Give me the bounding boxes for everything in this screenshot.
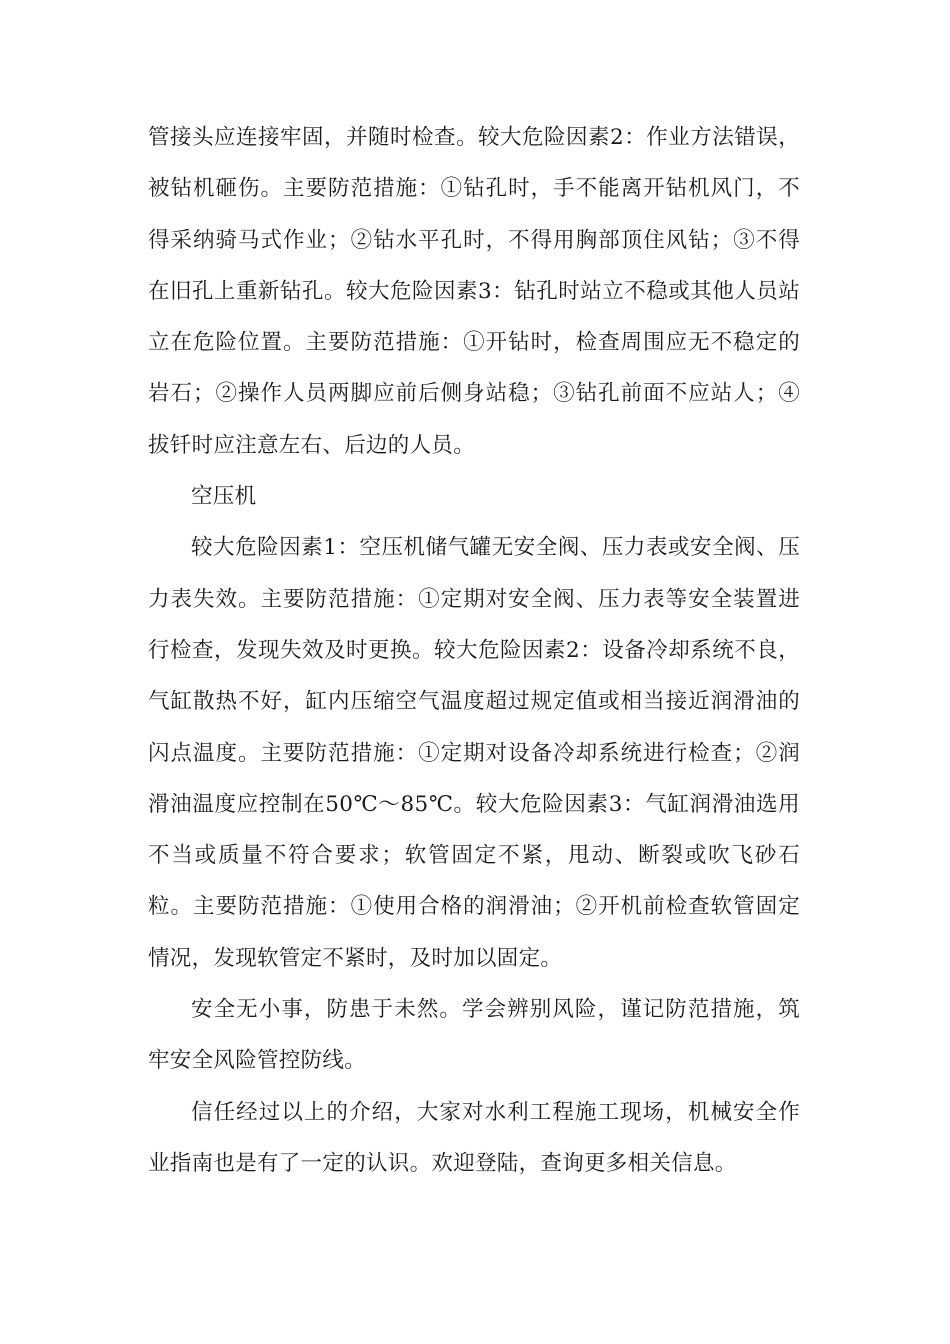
paragraph-closing: 信任经过以上的介绍，大家对水利工程施工现场，机械安全作业指南也是有了一定的认识。欢迎登陆，查询更多相关信息。 <box>148 1099 800 1176</box>
section-heading-air-compressor: 空压机 <box>191 484 257 510</box>
paragraph-drilling-continued: 管接头应连接牢固，并随时检查。较大危险因素2：作业方法错误，被钻机砸伤。主要防范措施：①钻孔时，手不能离开钻机风门，不得采纳骑马式作业；②钻水平孔时，不得用胸部顶住风钻；③不得在旧孔上重新钻孔。较大危险因素3：钻孔时站立不稳或其他人员站立在危险位置。主要防范措施：①开钻时，检查周围应无不稳定的岩石；②操作人员两脚应前后侧身站稳；③钻孔前面不应站人；④拔钎时应注意左右、后边的人员。 <box>148 125 800 458</box>
paragraph-air-compressor-hazards: 较大危险因素1：空压机储气罐无安全阀、压力表或安全阀、压力表失效。主要防范措施：①定期对安全阀、压力表等安全装置进行检查，发现失效及时更换。较大危险因素2：设备冷却系统不良，气缸散热不好，缸内压缩空气温度超过规定值或相当接近润滑油的闪点温度。主要防范措施：①定期对设备冷却系统进行检查；②润滑油温度应控制在50℃～85℃。较大危险因素3：气缸润滑油选用不当或质量不符合要求；软管固定不紧，甩动、断裂或吹飞砂石粒。主要防范措施：①使用合格的润滑油；②开机前检查软管固定情况，发现软管定不紧时，及时加以固定。 <box>148 535 800 971</box>
document-body <box>148 112 800 1189</box>
paragraph-safety-summary: 安全无小事，防患于未然。学会辨别风险，谨记防范措施，筑牢安全风险管控防线。 <box>148 997 800 1074</box>
